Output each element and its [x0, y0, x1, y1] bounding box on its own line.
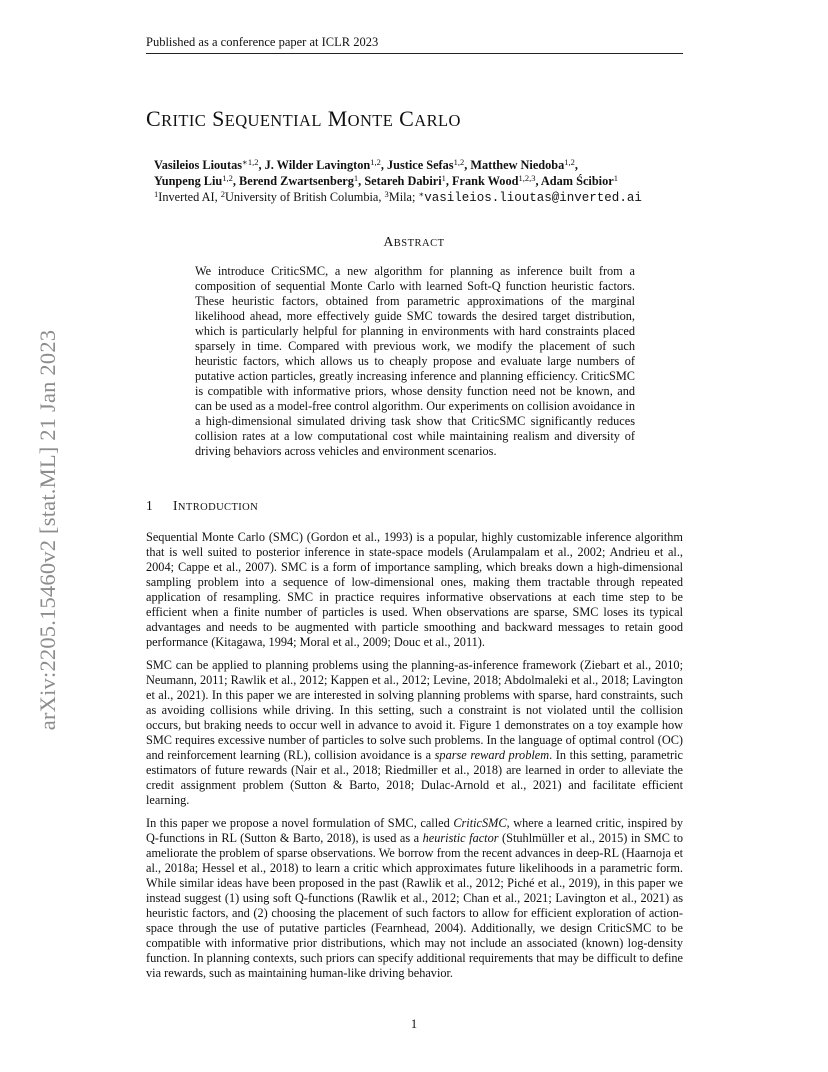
intro-paragraph-2: SMC can be applied to planning problems using the planning-as-inference framework (Ziebart et al., 2010; Neumann, 2011; Rawlik et al., 2012; Kappen et al., 2012; Levine, 2018; Abdolmaleki et al., 2018; Lavington et al., 2021). In this paper we are interested in solving planning problems with sparse, hard constraints, such as avoiding collisions while driving. In this setting, such a constraint is not violated until the collision occurs, but braking needs to occur well in advance to avoid it. Figure 1 demonstrates on a toy example how SMC requires excessive number of particles to solve such problems. In the language of optimal control (OC) and reinforcement learning (RL), collision avoidance is a sparse reward problem. In this setting, parametric estimators of future rewards (Nair et al., 2018; Riedmiller et al., 2018) are learned in order to alleviate the credit assignment problem (Sutton & Barto, 2018; Dulac-Arnold et al., 2021) and facilitate efficient learning. — [146, 658, 684, 807]
intro-paragraph-1: Sequential Monte Carlo (SMC) (Gordon et al., 1993) is a popular, highly customizable inference algorithm that is well suited to posterior inference in state-space models (Arulampalam et al., 2002; Andrieu et al., 2004; Cappe et al., 2007). SMC is a form of importance sampling, which breaks down a high-dimensional sampling problem into a sequence of low-dimensional ones, making them tractable through repeated application of resampling. SMC in practice requires informative observations at each time step to be efficient when a finite number of particles is used. When observations are sparse, SMC loses its typical advantages and needs to be augmented with particle smoothing and backward messages to retain good performance (Kitagawa, 1994; Moral et al., 2009; Douc et al., 2011). — [146, 530, 683, 649]
arxiv-stamp-text: arXiv:2205.15460v2 [stat.ML] 21 Jan 2023 — [35, 329, 60, 731]
author-name: Yunpeng Liu — [154, 174, 223, 188]
author-name: Vasileios Lioutas — [154, 158, 243, 172]
author-email: vasileios.lioutas@inverted.ai — [424, 191, 642, 205]
author-block — [154, 157, 694, 206]
author-line-2: Yunpeng Liu$^{1,2}$, Berend Zwartsenberg$^1$, Setareh Dabiri$^1$, Frank Wood$^{1,2,3}$, Adam Ścibior$^1$ — [154, 173, 618, 188]
paper-title: CRITIC SEQUENTIAL MONTE CARLO — [146, 106, 461, 131]
author-name: Matthew Niedoba — [470, 158, 565, 172]
author-name: Berend Zwartsenberg — [239, 174, 354, 188]
header-rule — [146, 53, 683, 54]
affiliations: $^1$Inverted AI, $^2$University of British Columbia, $^3$Mila; ∗vasileios.lioutas@inverted.ai — [154, 189, 642, 205]
author-name: Frank Wood — [452, 174, 519, 188]
author-name: Adam Ścibior — [540, 174, 614, 188]
author-name: J. Wilder Lavington — [264, 158, 371, 172]
arxiv-stamp — [33, 285, 63, 775]
page-number: 1 — [410, 1017, 418, 1031]
running-header: Published as a conference paper at ICLR 2023 — [146, 35, 379, 49]
abstract-text: We introduce CriticSMC, a new algorithm for planning as inference built from a composition of sequential Monte Carlo with learned Soft-Q function heuristic factors. These heuristic factors, obtained from parametric approximations of the marginal likelihood ahead, more effectively guide SMC towards the desired target distribution, which is particularly helpful for planning in environments with hard constraints placed sparsely in time. Compared with previous work, we modify the placement of such heuristic factors, which allows us to cheaply propose and evaluate large numbers of putative action particles, greatly increasing inference and planning efficiency. CriticSMC is compatible with informative priors, whose density function need not be known, and can be used as a model-free control algorithm. Our experiments on collision avoidance in a high-dimensional simulated driving task show that CriticSMC significantly reduces collision rates at a low computational cost while maintaining realism and diversity of driving behaviors across vehicles and environment scenarios. — [195, 264, 635, 458]
section-heading-introduction: 1 INTRODUCTION — [146, 498, 259, 513]
abstract-heading: ABSTRACT — [383, 234, 445, 249]
author-line-1: Vasileios Lioutas$^{∗1,2}$, J. Wilder Lavington$^{1,2}$, Justice Sefas$^{1,2}$, Matthew Niedoba$^{1,2}$, — [154, 157, 578, 172]
author-name: Setareh Dabiri — [364, 174, 442, 188]
intro-paragraph-3: In this paper we propose a novel formulation of SMC, called CriticSMC, where a learned critic, inspired by Q-functions in RL (Sutton & Barto, 2018), is used as a heuristic factor (Stuhlmüller et al., 2015) in SMC to ameliorate the problem of sparse observations. We borrow from the recent advances in deep-RL (Haarnoja et al., 2018a; Hessel et al., 2018) to learn a critic which approximates future likelihoods in a parametric form. While similar ideas have been proposed in the past (Rawlik et al., 2012; Piché et al., 2019), in this paper we instead suggest (1) using soft Q-functions (Rawlik et al., 2012; Chan et al., 2021; Lavington et al., 2021) as heuristic factors, and (2) choosing the placement of such factors to allow for efficient exploration of action-space through the use of putative particles (Fearnhead, 2004). Additionally, we design CriticSMC to be compatible with informative prior distributions, which may not include an associated (known) log-density function. In planning contexts, such priors can specify additional requirements that may be difficult to define via rewards, such as maintaining human-like driving behavior. — [146, 816, 684, 980]
author-name: Justice Sefas — [386, 158, 454, 172]
